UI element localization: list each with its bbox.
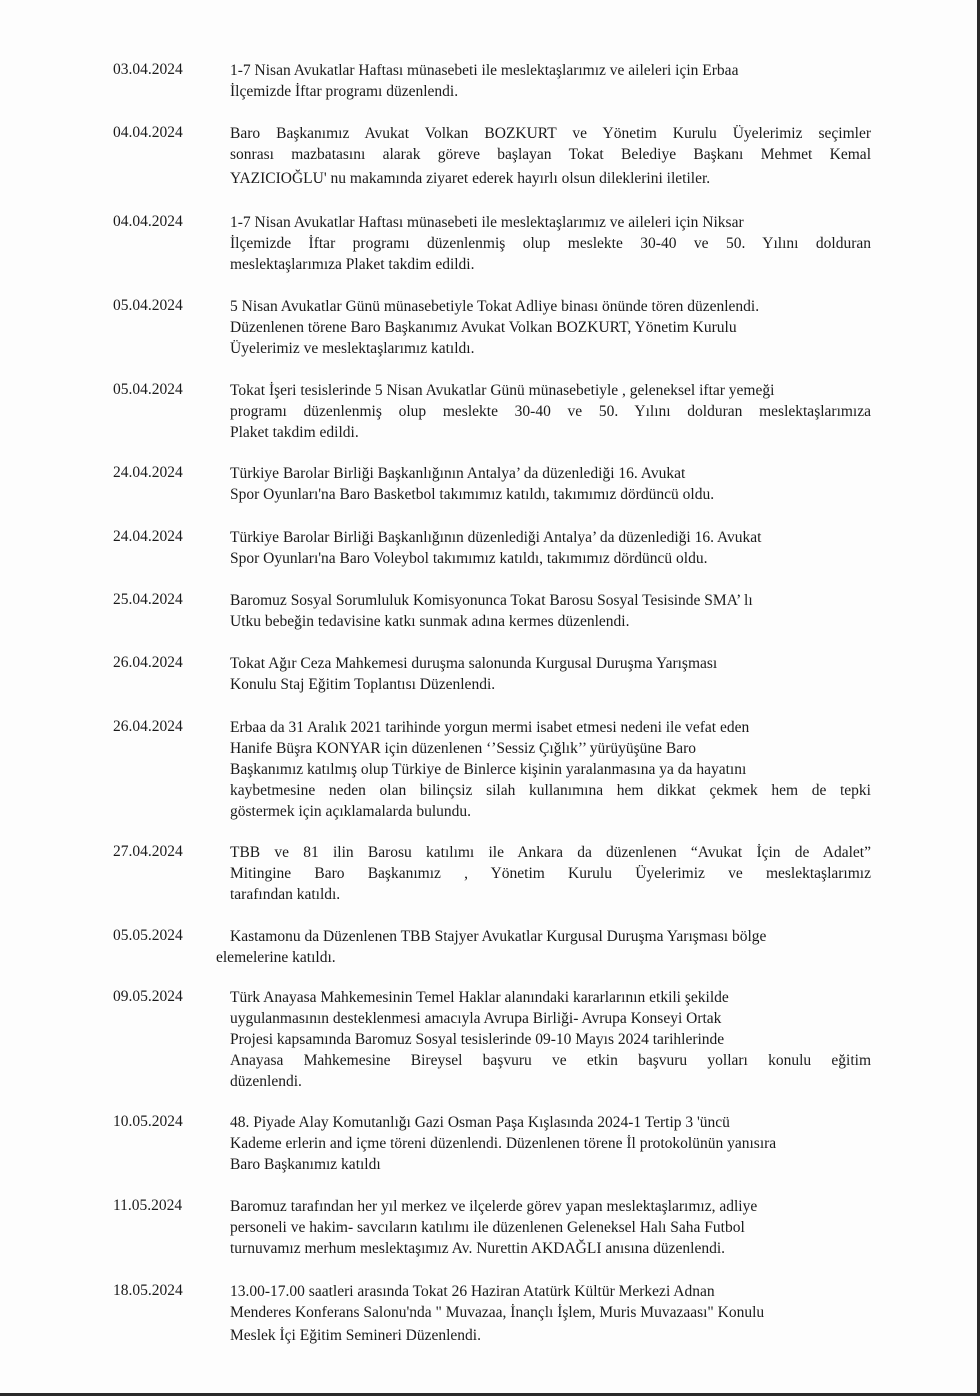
entry-line: İlçemizde İftar programı düzenlendi. <box>230 83 459 100</box>
entry-line: Spor Oyunları'na Baro Basketbol takımımız katıldı, takımımız dördüncü oldu. <box>230 486 715 503</box>
entry-line: Baro Başkanımız katıldı <box>230 1156 381 1173</box>
entry-text <box>230 212 871 275</box>
entry-line: sonrası mazbatasını alarak göreve başlayan Tokat Belediye Başkanı Mehmet Kemal <box>230 146 871 163</box>
entry-date: 09.05.2024 <box>113 988 183 1005</box>
entry-line: 48. Piyade Alay Komutanlığı Gazi Osman Paşa Kışlasında 2024-1 Tertip 3 'üncü <box>230 1114 730 1131</box>
entry-date: 26.04.2024 <box>113 718 183 735</box>
entry-date: 05.04.2024 <box>113 381 183 398</box>
entry-date: 24.04.2024 <box>113 528 183 545</box>
entry-line: Meslek İçi Eğitim Semineri Düzenlendi. <box>230 1327 481 1344</box>
entry-date: 05.04.2024 <box>113 297 183 314</box>
entry-line: Erbaa da 31 Aralık 2021 tarihinde yorgun mermi isabet etmesi nedeni ile vefat eden <box>230 719 750 736</box>
entry-line: YAZICIOĞLU' nu makamında ziyaret ederek hayırlı olsun dileklerini iletiler. <box>230 170 711 187</box>
entry-line: Başkanımız katılmış olup Türkiye de Binlerce kişinin yaralanmasına ya da hayatını <box>230 761 747 778</box>
entry-line: Projesi kapsamında Baromuz Sosyal tesislerinde 09-10 Mayıs 2024 tarihlerinde <box>230 1031 725 1048</box>
entry-line: düzenlendi. <box>230 1073 302 1090</box>
entry-date: 25.04.2024 <box>113 591 183 608</box>
entry-line: Kastamonu da Düzenlenen TBB Stajyer Avukatlar Kurgusal Duruşma Yarışması bölge <box>230 928 767 945</box>
entry-date: 11.05.2024 <box>113 1197 183 1214</box>
entry-text <box>230 653 871 695</box>
entry-line: Menderes Konferans Salonu'nda " Muvazaa, İnançlı İşlem, Muris Muvazaası" Konulu <box>230 1304 765 1321</box>
entry-text <box>230 1112 871 1175</box>
entry-line: Düzenlenen törene Baro Başkanımız Avukat Volkan BOZKURT, Yönetim Kurulu <box>230 319 737 336</box>
entry-text <box>230 123 871 189</box>
entry-line: TBB ve 81 ilin Barosu katılımı ile Ankara da düzenlenen “Avukat İçin de Adalet” <box>230 844 871 861</box>
entry-date: 27.04.2024 <box>113 843 183 860</box>
entry-date: 10.05.2024 <box>113 1113 183 1130</box>
entry-line: personeli ve hakim- savcıların katılımı ile düzenlenen Geleneksel Halı Saha Futbol <box>230 1219 745 1236</box>
entry-line: Mitingine Baro Başkanımız , Yönetim Kurulu Üyelerimiz ve meslektaşlarımız <box>230 865 871 882</box>
entry-line: Konulu Staj Eğitim Toplantısı Düzenlendi. <box>230 676 496 693</box>
entry-line: 13.00-17.00 saatleri arasında Tokat 26 Haziran Atatürk Kültür Merkezi Adnan <box>230 1283 715 1300</box>
entry-date: 24.04.2024 <box>113 464 183 481</box>
entry-text <box>230 717 871 822</box>
entry-text <box>230 590 871 632</box>
entry-line: tarafından katıldı. <box>230 886 341 903</box>
entry-line: Üyelerimiz ve meslektaşlarımız katıldı. <box>230 340 475 357</box>
entry-line: Baromuz tarafından her yıl merkez ve ilçelerde görev yapan meslektaşlarımız, adliye <box>230 1198 758 1215</box>
entry-text <box>230 60 871 102</box>
entry-line: turnuvamız merhum meslektaşımız Av. Nurettin AKDAĞLI anısına düzenlendi. <box>230 1240 726 1257</box>
entry-line: Tokat Ağır Ceza Mahkemesi duruşma salonunda Kurgusal Duruşma Yarışması <box>230 655 718 672</box>
entry-line: göstermek için açıklamalarda bulundu. <box>230 803 472 820</box>
entry-line: elemelerine katıldı. <box>216 949 336 966</box>
entry-line: Anayasa Mahkemesine Bireysel başvuru ve etkin başvuru yolları konulu eğitim <box>230 1052 871 1069</box>
entry-date: 03.04.2024 <box>113 61 183 78</box>
entry-line: Spor Oyunları'na Baro Voleybol takımımız katıldı, takımımız dördüncü oldu. <box>230 550 708 567</box>
entry-line: Tokat İşeri tesislerinde 5 Nisan Avukatlar Günü münasebetiyle , geleneksel iftar yemeği <box>230 382 775 399</box>
entry-line: 1-7 Nisan Avukatlar Haftası münasebeti ile meslektaşlarımız ve aileleri için Erbaa <box>230 62 739 79</box>
entry-line: 1-7 Nisan Avukatlar Haftası münasebeti ile meslektaşlarımız ve aileleri için Niksar <box>230 214 744 231</box>
entry-line: programı düzenlenmiş olup meslekte 30-40 ve 50. Yılını dolduran meslektaşlarımıza <box>230 403 871 420</box>
entry-line: Plaket takdim edildi. <box>230 424 359 441</box>
entry-date: 26.04.2024 <box>113 654 183 671</box>
entry-text <box>230 296 871 359</box>
entry-text <box>230 527 871 569</box>
entry-text <box>230 842 871 905</box>
entry-line: Kademe erlerin and içme töreni düzenlendi. Düzenlenen törene İl protokolünün yanısıra <box>230 1135 777 1152</box>
entry-text <box>216 926 871 968</box>
entry-date: 04.04.2024 <box>113 124 183 141</box>
entry-line: uygulanmasının desteklenmesi amacıyla Avrupa Birliği- Avrupa Konseyi Ortak <box>230 1010 722 1027</box>
entry-line: Türkiye Barolar Birliği Başkanlığının düzenlediği Antalya’ da düzenlediği 16. Avukat <box>230 529 762 546</box>
entry-line: Türkiye Barolar Birliği Başkanlığının Antalya’ da düzenlediği 16. Avukat <box>230 465 686 482</box>
entry-line: İlçemizde İftar programı düzenlenmiş olup meslekte 30-40 ve 50. Yılını dolduran <box>230 235 871 252</box>
entry-line: Türk Anayasa Mahkemesinin Temel Haklar alanındaki kararlarının etkili şekilde <box>230 989 729 1006</box>
entry-date: 18.05.2024 <box>113 1282 183 1299</box>
entry-line: Hanife Büşra KONYAR için düzenlenen ‘’Sessiz Çığlık’’ yürüyüşüne Baro <box>230 740 697 757</box>
entry-text <box>230 1196 871 1259</box>
entry-line: kaybetmesine neden olan bilinçsiz silah kullanımına hem dikkat çekmek hem de tepki <box>230 782 871 799</box>
entry-date: 04.04.2024 <box>113 213 183 230</box>
entry-text <box>230 1281 871 1346</box>
entry-line: 5 Nisan Avukatlar Günü münasebetiyle Tokat Adliye binası önünde tören düzenlendi. <box>230 298 760 315</box>
entry-line: Utku bebeğin tedavisine katkı sunmak adına kermes düzenlendi. <box>230 613 630 630</box>
entry-line: meslektaşlarımıza Plaket takdim edildi. <box>230 256 475 273</box>
entry-line: Baromuz Sosyal Sorumluluk Komisyonunca Tokat Barosu Sosyal Tesisinde SMA’ lı <box>230 592 753 609</box>
entry-text <box>230 380 871 443</box>
entry-date: 05.05.2024 <box>113 927 183 944</box>
entry-text <box>230 987 871 1092</box>
entry-line: Baro Başkanımız Avukat Volkan BOZKURT ve Yönetim Kurulu Üyelerimiz seçimler <box>230 125 871 142</box>
entry-text <box>230 463 871 505</box>
